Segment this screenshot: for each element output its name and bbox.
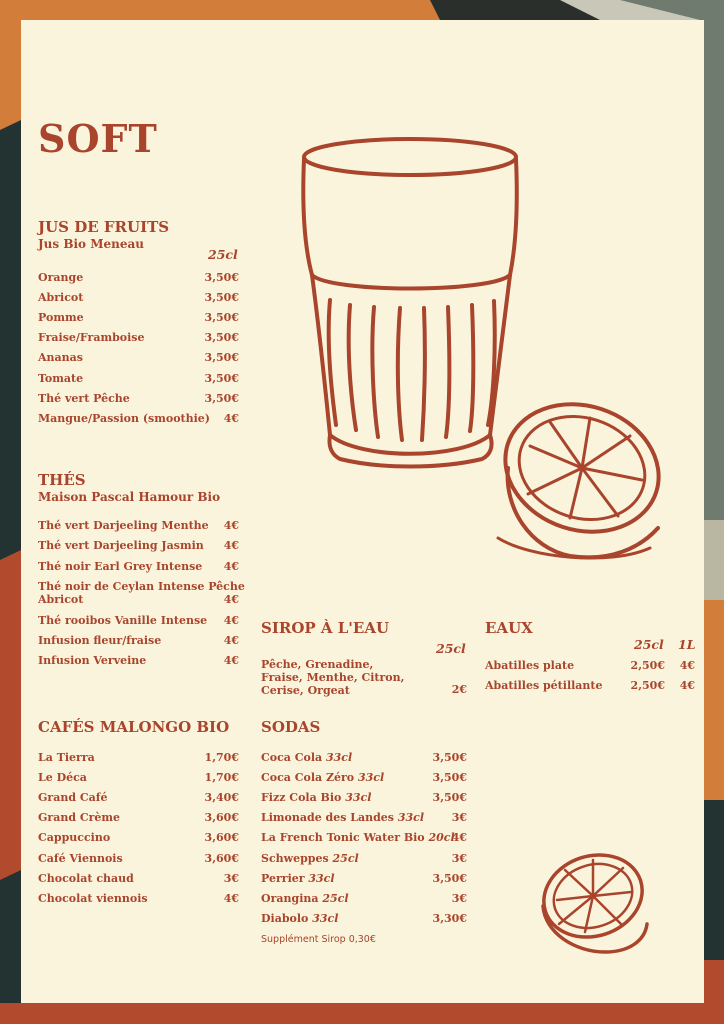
page-title: SOFT: [38, 116, 158, 161]
cafe-item-price: 1,70€: [204, 771, 239, 785]
sirop-flavour-line: Pêche, Grenadine,: [261, 658, 374, 671]
cafe-item-row: [38, 771, 239, 791]
the-item-row: [38, 580, 245, 607]
eaux-size1-header: 25cl: [634, 637, 664, 652]
jus-item-name: Pomme: [38, 311, 84, 325]
cafe-item-name: Café Viennois: [38, 851, 123, 865]
soda-item-volume: 25cl: [332, 851, 359, 865]
cafe-item-name: Grand Café: [38, 791, 108, 805]
jus-item-name: Orange: [38, 271, 84, 284]
sirop-supplement-note: Supplément Sirop 0,30€: [261, 934, 376, 945]
cafe-item-price: 4€: [223, 891, 239, 905]
jus-item-name: Mangue/Passion (smoothie): [38, 411, 211, 425]
cafe-item-name: Grand Crème: [38, 811, 121, 825]
the-item-price: 4€: [223, 593, 239, 607]
soda-item-volume: 25cl: [322, 891, 349, 905]
soda-item-volume: 33cl: [357, 771, 385, 785]
soda-item-row: [261, 892, 467, 912]
the-item-price: 4€: [223, 559, 239, 573]
jus-item-price: 3,50€: [204, 331, 239, 345]
soda-item-row: [261, 872, 467, 892]
eaux-size2-header: 1L: [678, 637, 696, 652]
jus-item-price: 3,50€: [204, 311, 239, 325]
soda-item-price: 3,30€: [432, 911, 467, 925]
sodas-section-title: SODAS: [261, 718, 321, 736]
the-item-name-line2: Abricot: [38, 593, 84, 607]
soda-item-price: 3€: [451, 851, 467, 865]
soda-item-row: [261, 912, 467, 932]
soda-item-name: Perrier 33cl: [261, 871, 335, 885]
jus-item-row: [38, 412, 239, 432]
jus-item-price: 4€: [223, 411, 239, 425]
soda-item-row: [261, 791, 467, 811]
soda-item-volume: 33cl: [397, 811, 425, 825]
sirop-section-title: SIROP À L'EAU: [261, 619, 390, 637]
the-item-name: Thé vert Darjeeling Jasmin: [38, 539, 204, 553]
soda-item-volume: 33cl: [312, 911, 339, 925]
jus-item-name: Tomate: [38, 371, 84, 385]
cafe-item-row: [38, 811, 239, 831]
the-item-price: 4€: [223, 539, 239, 553]
jus-item-row: [38, 392, 239, 412]
eaux-section-title: EAUX: [485, 619, 533, 637]
soda-item-row: [261, 852, 467, 872]
jus-item-price: 3,50€: [204, 271, 239, 284]
jus-item-price: 3,50€: [204, 351, 239, 365]
soda-item-name: Fizz Cola Bio 33cl: [261, 791, 372, 805]
eau-item-price-25cl: 2,50€: [630, 659, 665, 672]
jus-size-header: 25cl: [208, 247, 238, 262]
cafe-item-price: 3€: [223, 871, 239, 885]
soda-item-name: Orangina 25cl: [261, 891, 349, 905]
cafe-item-row: [38, 852, 239, 872]
jus-item-row: [38, 291, 239, 311]
the-item-name: Infusion Verveine: [38, 654, 147, 668]
cafe-item-price: 3,60€: [204, 831, 239, 845]
eau-item-price-1l: 4€: [679, 679, 695, 693]
sirop-price-row: [261, 683, 467, 703]
sirop-flavour-line: Cerise, Orgeat: [261, 684, 350, 697]
cafe-item-name: Chocolat chaud: [38, 871, 134, 885]
soda-item-price: 3€: [451, 811, 467, 825]
jus-item-price: 3,50€: [204, 291, 239, 305]
soda-item-name: Diabolo 33cl: [261, 911, 339, 925]
thes-subtitle: Maison Pascal Hamour Bio: [38, 490, 221, 504]
jus-item-row: [38, 372, 239, 392]
soda-item-price: 4€: [451, 831, 467, 845]
the-item-row: [38, 614, 239, 634]
cafe-item-name: Le Déca: [38, 771, 87, 785]
soda-item-price: 3,50€: [432, 751, 467, 764]
jus-subtitle: Jus Bio Meneau: [38, 237, 144, 251]
soda-item-volume: 20cl: [428, 831, 455, 845]
jus-item-price: 3,50€: [204, 391, 239, 405]
cafe-item-name: Chocolat viennois: [38, 891, 148, 905]
jus-item-name: Thé vert Pêche: [38, 391, 130, 405]
soda-item-row: [261, 751, 467, 771]
the-item-row: [38, 634, 239, 654]
the-item-name: Thé rooibos Vanille Intense: [38, 613, 208, 627]
the-item-price: 4€: [223, 613, 239, 627]
eau-item-name: Abatilles plate: [485, 659, 575, 672]
soda-item-price: 3,50€: [432, 871, 467, 885]
cafe-item-price: 3,40€: [204, 791, 239, 805]
soda-item-price: 3€: [451, 891, 467, 905]
cafe-item-price: 1,70€: [204, 751, 239, 764]
the-item-name: Thé noir de Ceylan Intense Pêche: [38, 580, 245, 594]
soda-item-name: Limonade des Landes 33cl: [261, 811, 425, 825]
cafe-item-row: [38, 831, 239, 851]
jus-item-row: [38, 311, 239, 331]
small-orange-illustration: [535, 848, 655, 963]
the-item-name: Thé vert Darjeeling Menthe: [38, 519, 209, 532]
cafes-section-title: CAFÉS MALONGO BIO: [38, 718, 230, 736]
jus-item-name: Fraise/Framboise: [38, 331, 145, 345]
sirop-flavour-line: Fraise, Menthe, Citron,: [261, 671, 405, 684]
the-item-price: 4€: [223, 519, 239, 532]
jus-item-row: [38, 271, 239, 291]
soda-item-row: [261, 811, 467, 831]
soda-item-price: 3,50€: [432, 791, 467, 805]
soda-item-name: Coca Cola 33cl: [261, 751, 353, 764]
eau-item-name: Abatilles pétillante: [485, 679, 603, 693]
cafe-item-name: La Tierra: [38, 751, 95, 764]
soda-item-volume: 33cl: [325, 751, 353, 764]
cafe-item-price: 3,60€: [204, 851, 239, 865]
the-item-name: Infusion fleur/fraise: [38, 634, 162, 647]
jus-item-name: Ananas: [38, 351, 83, 365]
the-item-row: [38, 560, 239, 580]
jus-item-name: Abricot: [38, 291, 84, 305]
soda-item-row: [261, 831, 467, 851]
the-item-row: [38, 539, 239, 559]
soda-item-price: 3,50€: [432, 771, 467, 785]
soda-item-volume: 33cl: [345, 791, 372, 805]
soda-item-name: La French Tonic Water Bio 20cl: [261, 831, 455, 845]
the-item-row: [38, 519, 239, 539]
the-item-price: 4€: [223, 654, 239, 668]
the-item-name: Thé noir Earl Grey Intense: [38, 559, 203, 573]
eau-item-price-1l: 4€: [679, 659, 695, 672]
cafe-item-row: [38, 892, 239, 912]
cafe-item-row: [38, 872, 239, 892]
the-item-price: 4€: [223, 634, 239, 647]
orange-half-illustration: [490, 398, 670, 568]
soda-item-row: [261, 771, 467, 791]
eau-item-price-25cl: 2,50€: [630, 679, 665, 693]
jus-item-row: [38, 331, 239, 351]
sirop-size-header: 25cl: [436, 641, 466, 656]
jus-section-title: JUS DE FRUITS: [38, 218, 170, 236]
the-item-row: [38, 654, 239, 674]
jus-item-row: [38, 351, 239, 371]
jus-item-price: 3,50€: [204, 371, 239, 385]
soda-item-volume: 33cl: [308, 871, 335, 885]
cafe-item-row: [38, 751, 239, 771]
soda-item-name: Schweppes 25cl: [261, 851, 359, 865]
sirop-price: 2€: [451, 683, 467, 696]
cafe-item-name: Cappuccino: [38, 831, 111, 845]
eau-item-row: [485, 679, 695, 699]
thes-section-title: THÉS: [38, 471, 86, 489]
soda-item-name: Coca Cola Zéro 33cl: [261, 771, 385, 785]
cafe-item-row: [38, 791, 239, 811]
eau-item-row: [485, 659, 695, 679]
cafe-item-price: 3,60€: [204, 811, 239, 825]
